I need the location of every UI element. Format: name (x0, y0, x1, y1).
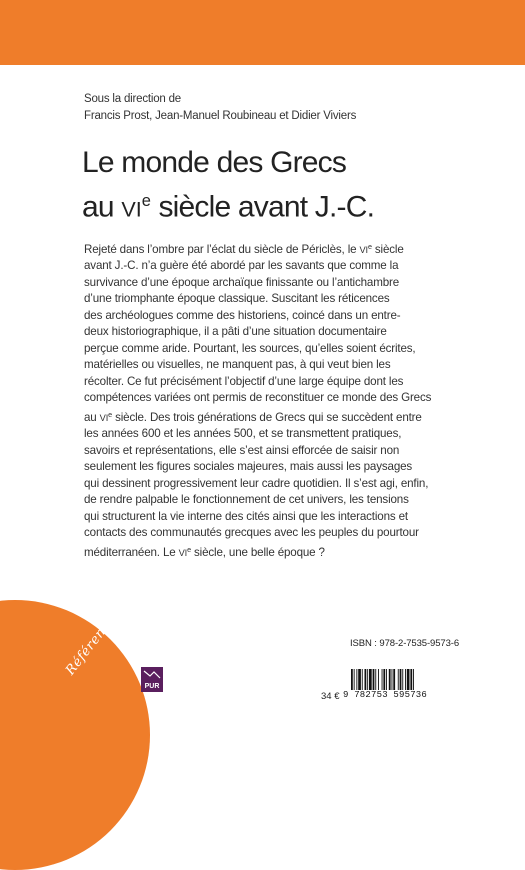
body-line: récolter. Ce fut précisément l’objectif d’une large équipe dont les (84, 374, 404, 388)
price-label: 34 € (321, 691, 340, 702)
title-line-1: Le monde des Grecs (82, 146, 347, 179)
barcode-digits: 9 782753 595736 (343, 690, 428, 700)
editors-names: Francis Prost, Jean-Manuel Roubineau et Didier Viviers (84, 110, 357, 122)
body-line: qui structurent la vie interne des cités ainsi que les interactions et (84, 509, 408, 523)
body-line: deux historiographique, il a pâti d’une situation documentaire (84, 325, 387, 339)
series-corner-badge (0, 600, 150, 870)
body-line: survivance d’une époque archaïque finissante ou l’antichambre (84, 275, 400, 289)
pur-logo-text: PUR (144, 683, 160, 690)
body-line: contacts des communautés grecques avec les peuples du pourtour (84, 526, 419, 540)
body-line: de rendre palpable le fonctionnement de cet univers, les tensions (84, 493, 409, 507)
pur-logo-icon (141, 667, 163, 692)
body-line: Rejeté dans l’ombre par l’éclat du siècle de Périclès, le VIe siècle (84, 242, 404, 256)
editors-intro: Sous la direction de (84, 93, 182, 105)
body-line: perçue comme aride. Pourtant, les sources, qu’elles soient écrites, (84, 341, 416, 355)
title-line-2: au VIe siècle avant J.-C. (82, 190, 375, 224)
back-cover-text (84, 239, 464, 561)
body-line: avant J.-C. n’a guère été abordé par les savants que comme la (84, 259, 399, 273)
body-line: savoirs et représentations, elle s’est ainsi efforcée de saisir non (84, 443, 400, 457)
editors-block (84, 91, 356, 125)
body-line: au VIe siècle. Des trois générations de Grecs qui se succèdent entre (84, 409, 422, 424)
body-line: compétences variées ont permis de reconstituer ce monde des Grecs (84, 391, 432, 405)
body-line: les années 600 et les années 500, et se transmettent pratiques, (84, 427, 402, 441)
book-title (82, 144, 374, 229)
top-orange-band (0, 0, 525, 65)
series-label: Référence (63, 612, 120, 679)
body-line: qui dessinent progressivement leur cadre quotidien. Il s’est agi, enfin, (84, 476, 429, 490)
body-line: d’une triomphante époque classique. Suscitant les réticences (84, 292, 390, 306)
body-line: matérielles ou visuelles, ne manquent pas, à qui veut bien les (84, 358, 391, 372)
body-line: des archéologues comme des historiens, coincé dans un entre- (84, 308, 401, 322)
body-line: méditerranéen. Le VIe siècle, une belle époque ? (84, 544, 325, 559)
isbn-label: ISBN : 978-2-7535-9573-6 (350, 638, 460, 649)
body-line: seulement les figures sociales majeures, mais aussi les paysages (84, 460, 413, 474)
